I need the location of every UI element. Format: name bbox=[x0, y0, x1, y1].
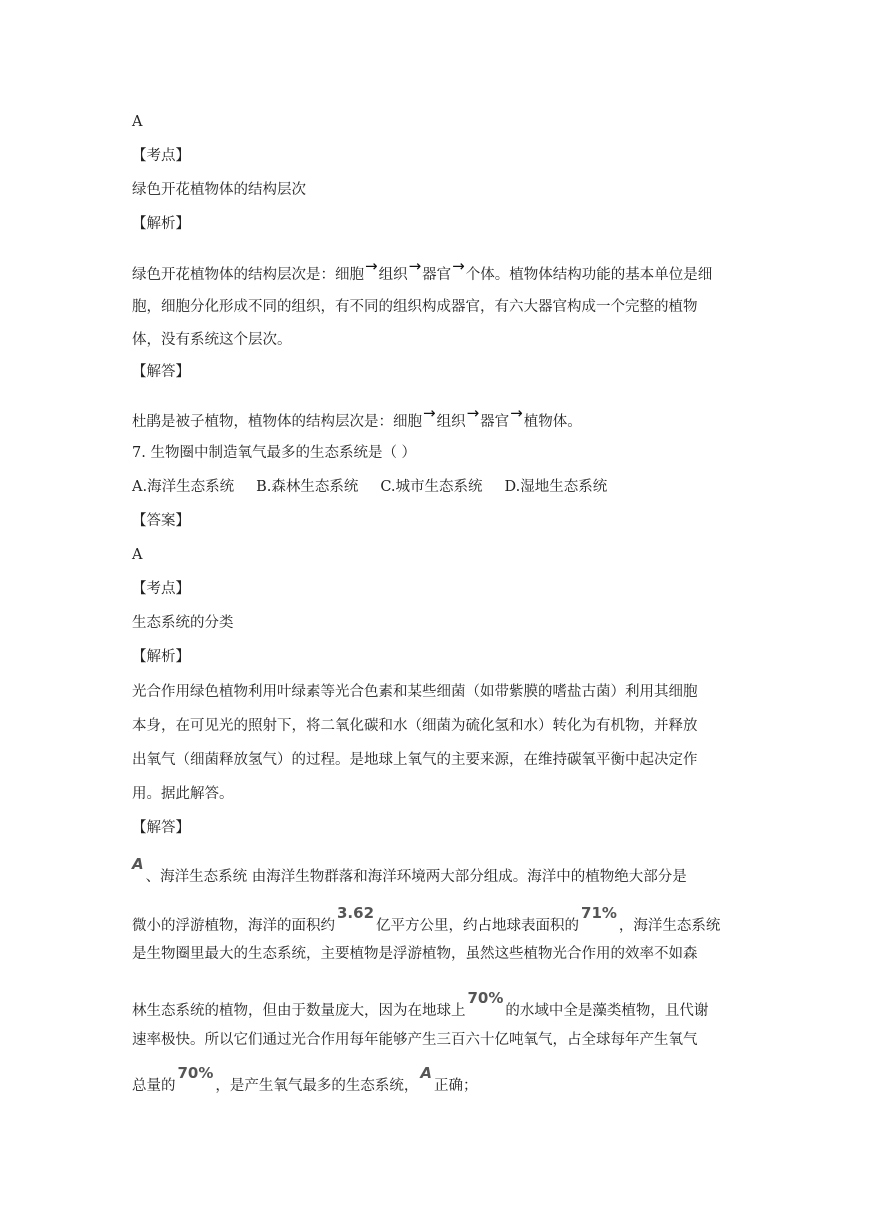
text-run: ，是产生氧气最多的生态系统， bbox=[215, 1078, 419, 1094]
jieda-label: 【解答】 bbox=[132, 820, 190, 836]
text-run: 器官 bbox=[422, 267, 452, 283]
text-run: 微小的浮游植物，海洋的面积约 bbox=[132, 918, 335, 934]
option-d: D.湿地生态系统 bbox=[504, 479, 608, 495]
arrow-icon: → bbox=[452, 257, 465, 275]
jiexi-paragraph-line: 出氧气（细菌释放氢气）的过程。是地球上氧气的主要来源，在维持碳氧平衡中起决定作 bbox=[132, 752, 698, 768]
math-number: 71% bbox=[581, 904, 617, 922]
answer-value: A bbox=[132, 547, 143, 563]
jieda-line bbox=[132, 989, 709, 1021]
text-run: 杜鹃是被子植物，植物体的结构层次是：细胞 bbox=[132, 414, 422, 430]
kaodian-label: 【考点】 bbox=[132, 581, 190, 597]
math-number: 3.62 bbox=[337, 904, 375, 922]
option-b: B.森林生态系统 bbox=[256, 479, 359, 495]
answer-value: A bbox=[132, 114, 143, 130]
arrow-icon: → bbox=[510, 404, 523, 422]
kaodian-label: 【考点】 bbox=[132, 148, 190, 164]
text-run: ，海洋生态系统 bbox=[618, 918, 721, 934]
text-run: 亿平方公里，约占地球表面积的 bbox=[376, 918, 580, 934]
jiexi-paragraph-line: 体，没有系统这个层次。 bbox=[132, 332, 292, 348]
text-run: 个体。植物体结构功能的基本单位是细 bbox=[465, 267, 713, 283]
jieda-line: 速率极快。所以它们通过光合作用每年能够产生三百六十亿吨氧气，占全球每年产生氧气 bbox=[132, 1032, 698, 1048]
arrow-icon: → bbox=[466, 404, 480, 422]
question-stem: 7. 生物圈中制造氧气最多的生态系统是（ ） bbox=[132, 445, 417, 461]
option-a: A.海洋生态系统 bbox=[132, 479, 235, 495]
jiexi-paragraph-line: 光合作用绿色植物利用叶绿素等光合色素和某些细菌（如带紫膜的嗜盐古菌）利用其细胞 bbox=[132, 684, 698, 700]
text-run: 总量的 bbox=[132, 1078, 176, 1094]
math-number: 70% bbox=[467, 989, 504, 1007]
daan-label: 【答案】 bbox=[132, 513, 190, 529]
text-run: 绿色开花植物体的结构层次是：细胞 bbox=[132, 267, 364, 283]
math-number: 70% bbox=[177, 1064, 214, 1082]
jieda-line bbox=[132, 904, 721, 936]
arrow-icon: → bbox=[423, 404, 436, 422]
arrow-icon: → bbox=[408, 257, 422, 275]
text-run: 器官 bbox=[480, 414, 510, 430]
jieda-line: 是生物圈里最大的生态系统，主要植物是浮游植物，虽然这些植物光合作用的效率不如森 bbox=[132, 946, 698, 962]
jieda-label: 【解答】 bbox=[132, 364, 190, 380]
arrow-icon: → bbox=[365, 257, 378, 275]
text-run: 正确； bbox=[434, 1078, 478, 1094]
jiexi-paragraph-line: 胞，细胞分化形成不同的组织，有不同的组织构成器官，有六大器官构成一个完整的植物 bbox=[132, 299, 698, 315]
jiexi-label: 【解析】 bbox=[132, 216, 190, 232]
text-run: 、海洋生态系统 由海洋生物群落和海洋环境两大部分组成。海洋中的植物绝大部分是 bbox=[145, 869, 687, 885]
jieda-line bbox=[132, 404, 582, 432]
jiexi-paragraph-line bbox=[132, 257, 713, 285]
jieda-line bbox=[132, 855, 687, 887]
kaodian-text: 生态系统的分类 bbox=[132, 615, 234, 631]
text-run: 植物体。 bbox=[523, 414, 582, 430]
text-run: 组织 bbox=[378, 267, 408, 283]
kaodian-text: 绿色开花植物体的结构层次 bbox=[132, 182, 306, 198]
jiexi-paragraph-line: 用。据此解答。 bbox=[132, 786, 234, 802]
text-run: 的水域中全是藻类植物，且代谢 bbox=[505, 1003, 709, 1019]
math-variable: A bbox=[420, 1064, 433, 1082]
jiexi-paragraph-line: 本身，在可见光的照射下，将二氧化碳和水（细菌为硫化氢和水）转化为有机物，并释放 bbox=[132, 718, 698, 734]
text-run: 林生态系统的植物，但由于数量庞大，因为在地球上 bbox=[132, 1003, 466, 1019]
question-options bbox=[132, 477, 629, 497]
text-run: 组织 bbox=[436, 414, 466, 430]
option-c: C.城市生态系统 bbox=[380, 479, 483, 495]
jiexi-label: 【解析】 bbox=[132, 649, 190, 665]
jieda-line bbox=[132, 1064, 478, 1096]
math-variable: A bbox=[132, 855, 144, 873]
